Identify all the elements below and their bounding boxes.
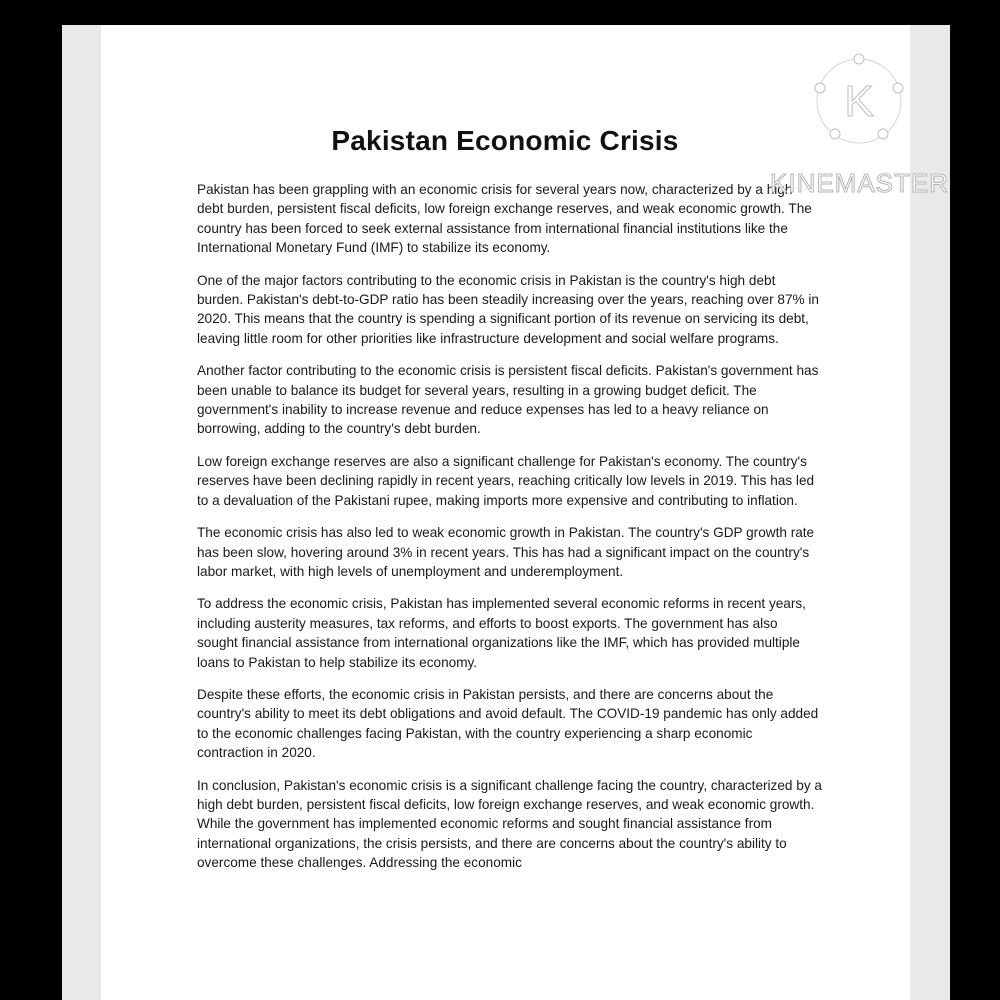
kinemaster-watermark-text: KINEMASTER (770, 168, 950, 198)
paragraph-8: In conclusion, Pakistan's economic crisis is a significant challenge facing the country, characterized by a high debt burden, persistent fiscal deficits, low foreign exchange reserves, and weak economic growth. While the government has implemented economic reforms and sought financial assistance from international organizations, the crisis persists, and there are concerns about the country's ability to overcome these challenges. Addressing the economic (197, 777, 822, 871)
paragraph-1: Pakistan has been grappling with an economic crisis for several years now, characterized by a high debt burden, persistent fiscal deficits, low foreign exchange reserves, and weak economic growth. The country has been forced to seek external assistance from international financial institutions like the International Monetary Fund (IMF) to stabilize its economy. (197, 182, 812, 256)
document-title: Pakistan Economic Crisis (331, 125, 679, 156)
paragraph-7: Despite these efforts, the economic crisis in Pakistan persists, and there are concerns about the country's ability to meet its debt obligations and avoid default. The COVID-19 pandemic has only added to the economic challenges facing Pakistan, with the country experiencing a sharp economic contraction in 2020. (197, 686, 819, 761)
document-body (197, 180, 822, 886)
paragraph-5: The economic crisis has also led to weak economic growth in Pakistan. The country's GDP growth rate has been slow, hovering around 3% in recent years. This has had a significant impact on the country's labor market, with high levels of unemployment and underemployment. (197, 525, 815, 579)
logo-letter: K (844, 77, 874, 126)
kinemaster-logo-icon (808, 50, 910, 152)
paragraph-3: Another factor contributing to the economic crisis is persistent fiscal deficits. Pakistan's government has been unable to balance its budget for several years, resulting in a growing budget deficit. The government's inability to increase revenue and reduce expenses has led to a heavy reliance on borrowing, adding to the country's debt burden. (197, 363, 819, 437)
paragraph-2: One of the major factors contributing to the economic crisis in Pakistan is the country's high debt burden. Pakistan's debt-to-GDP ratio has been steadily increasing over the years, reaching over 87% in 2020. This means that the country is spending a significant portion of its revenue on servicing its debt, leaving little room for other priorities like infrastructure development and social welfare programs. (197, 272, 819, 346)
paragraph-4: Low foreign exchange reserves are also a significant challenge for Pakistan's economy. The country's reserves have been declining rapidly in recent years, reaching critically low levels in 2019. This has led to a devaluation of the Pakistani rupee, making imports more expensive and contributing to inflation. (197, 453, 815, 508)
paragraph-6: To address the economic crisis, Pakistan has implemented several economic reforms in recent years, including austerity measures, tax reforms, and efforts to boost exports. The government has also sought financial assistance from international organizations like the IMF, which has provided multiple loans to Pakistan to help stabilize its economy. (197, 596, 806, 670)
